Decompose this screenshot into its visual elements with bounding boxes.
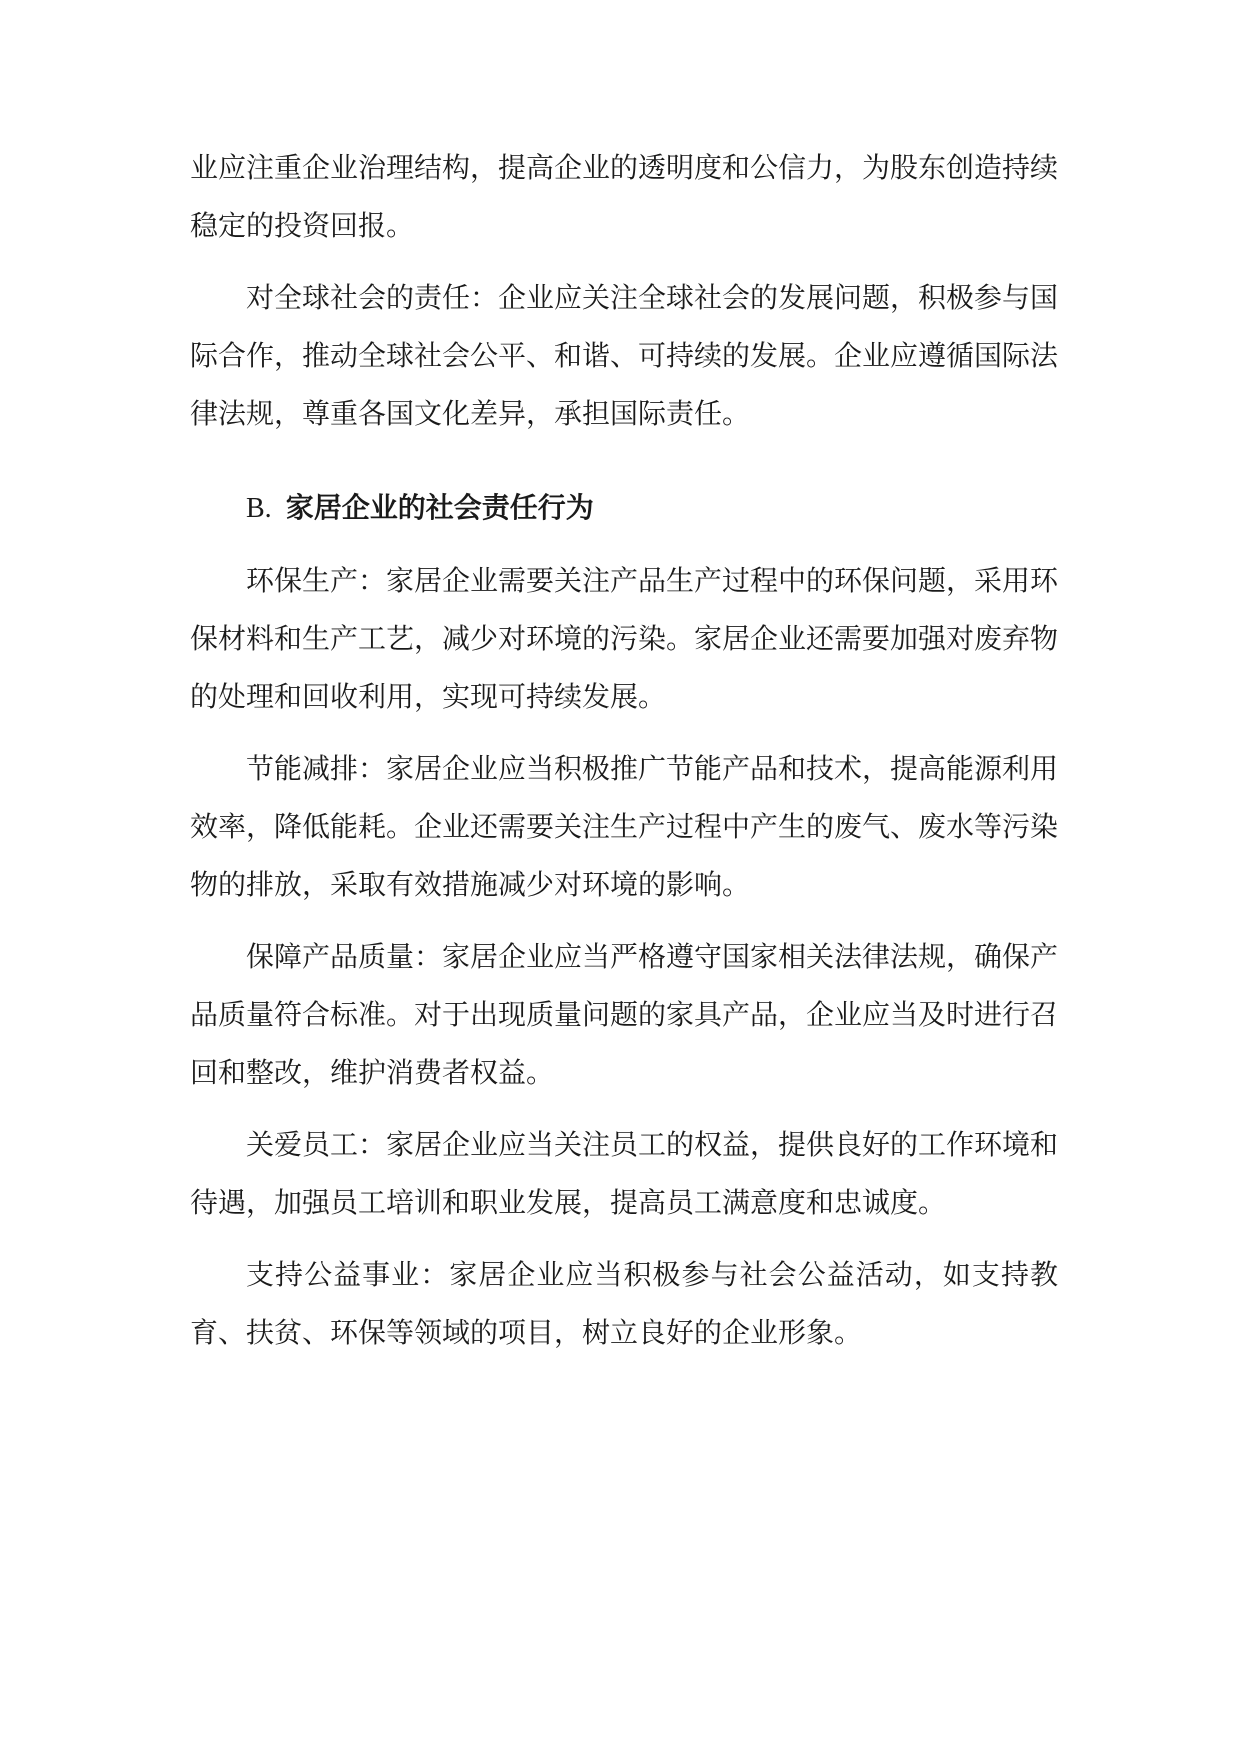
paragraph-employee-care: 关爱员工：家居企业应当关注员工的权益，提供良好的工作环境和待遇，加强员工培训和职业发展，提高员工满意度和忠诚度。: [190, 1128, 1059, 1219]
section-number: B.: [246, 493, 272, 524]
section-heading: [190, 479, 1058, 538]
document-page: [190, 139, 1058, 1376]
paragraph-product-quality: 保障产品质量：家居企业应当严格遵守国家相关法律法规，确保产品质量符合标准。对于出现质量问题的家具产品，企业应当及时进行召回和整改，维护消费者权益。: [190, 940, 1059, 1089]
paragraph-public-welfare: 支持公益事业：家居企业应当积极参与社会公益活动，如支持教育、扶贫、环保等领域的项目，树立良好的企业形象。: [190, 1258, 1058, 1349]
section-title: 家居企业的社会责任行为: [285, 491, 594, 524]
paragraph-global-responsibility: 对全球社会的责任：企业应关注全球社会的发展问题，积极参与国际合作，推动全球社会公平、和谐、可持续的发展。企业应遵循国际法律法规，尊重各国文化差异，承担国际责任。: [190, 281, 1059, 430]
paragraph-energy-saving: 节能减排：家居企业应当积极推广节能产品和技术，提高能源利用效率，降低能耗。企业还需要关注生产过程中产生的废气、废水等污染物的排放，采取有效措施减少对环境的影响。: [190, 752, 1059, 901]
paragraph-shareholder-continuation: 业应注重企业治理结构，提高企业的透明度和公信力，为股东创造持续稳定的投资回报。: [190, 151, 1059, 242]
paragraph-eco-production: 环保生产：家居企业需要关注产品生产过程中的环保问题，采用环保材料和生产工艺，减少对环境的污染。家居企业还需要加强对废弃物的处理和回收利用，实现可持续发展。: [190, 564, 1059, 713]
